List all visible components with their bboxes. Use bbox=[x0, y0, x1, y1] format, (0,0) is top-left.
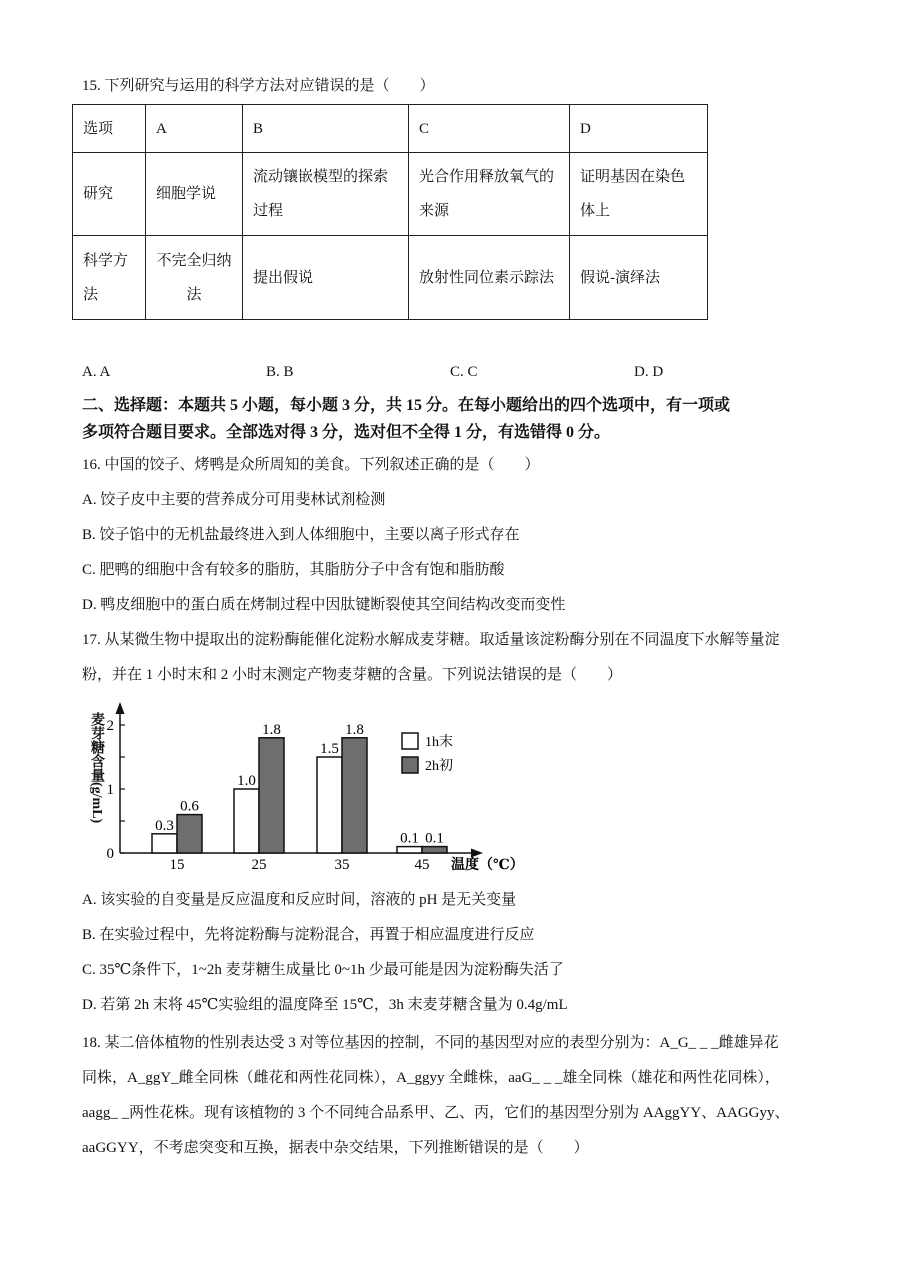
table-header-cell: D bbox=[570, 105, 708, 153]
table-cell: 提出假说 bbox=[243, 236, 409, 320]
q18-stem-line3: aagg_ _两性花株。现有该植物的 3 个不同纯合品系甲、乙、丙，它们的基因型分别为 AAggYY、AAGGyy、 bbox=[82, 1105, 790, 1121]
bar-2h初-45 bbox=[422, 847, 447, 853]
legend-swatch-2h bbox=[402, 757, 418, 773]
q15-option-d[interactable]: D. D bbox=[634, 364, 664, 380]
bar-2h初-35 bbox=[342, 738, 367, 853]
bar-value-label: 0.1 bbox=[425, 830, 444, 847]
q16-option-a[interactable]: A. 饺子皮中主要的营养成分可用斐林试剂检测 bbox=[82, 492, 386, 508]
table-row bbox=[73, 236, 708, 320]
q15-stem: 15. 下列研究与运用的科学方法对应错误的是（ ） bbox=[82, 78, 435, 94]
table-header-cell: 选项 bbox=[73, 105, 146, 153]
table-row-label: 科学方法 bbox=[73, 236, 146, 320]
bar-value-label: 1.5 bbox=[320, 741, 339, 757]
q16-option-d[interactable]: D. 鸭皮细胞中的蛋白质在烤制过程中因肽键断裂使其空间结构改变而变性 bbox=[82, 597, 566, 613]
table-row bbox=[73, 153, 708, 236]
bar-value-label: 0.3 bbox=[155, 817, 174, 834]
bar-value-label: 1.8 bbox=[262, 721, 281, 738]
q17-stem-line2: 粉，并在 1 小时末和 2 小时末测定产物麦芽糖的含量。下列说法错误的是（ ） bbox=[82, 667, 623, 683]
bar-1h末-25 bbox=[234, 789, 259, 853]
table-cell: 放射性同位素示踪法 bbox=[409, 236, 570, 320]
q18-stem-line4: aaGGYY，不考虑突变和互换，据表中杂交结果，下列推断错误的是（ ） bbox=[82, 1140, 589, 1156]
section-header-line2: 多项符合题目要求。全部选对得 3 分，选对但不全得 1 分，有选错得 0 分。 bbox=[82, 424, 611, 441]
q17-option-d[interactable]: D. 若第 2h 末将 45℃实验组的温度降至 15℃，3h 末麦芽糖含量为 0.4g/mL bbox=[82, 997, 568, 1013]
bar-1h末-35 bbox=[317, 757, 342, 853]
q17-bar-chart bbox=[75, 700, 545, 880]
table-cell: 不完全归纳法 bbox=[146, 236, 243, 320]
table-row-label: 研究 bbox=[73, 153, 146, 236]
x-tick-label: 25 bbox=[251, 857, 267, 873]
table-header-row bbox=[73, 105, 708, 153]
q18-stem-line1: 18. 某二倍体植物的性别表达受 3 对等位基因的控制，不同的基因型对应的表型分别为：A_G_ _ _雌雄异花 bbox=[82, 1035, 779, 1051]
y-tick-label: 1 bbox=[106, 782, 114, 798]
table-header-cell: A bbox=[146, 105, 243, 153]
legend-label-1h: 1h末 bbox=[425, 735, 453, 750]
x-tick-label: 45 bbox=[414, 857, 430, 873]
q17-option-c[interactable]: C. 35℃条件下，1~2h 麦芽糖生成量比 0~1h 少最可能是因为淀粉酶失活了 bbox=[82, 962, 564, 978]
bar-value-label: 1.8 bbox=[345, 721, 364, 738]
legend-label-2h: 2h初 bbox=[425, 759, 453, 774]
q15-option-c[interactable]: C. C bbox=[450, 364, 478, 380]
y-tick-label: 0 bbox=[106, 846, 114, 862]
bar-2h初-15 bbox=[177, 815, 202, 853]
section-header-line1: 二、选择题：本题共 5 小题，每小题 3 分，共 15 分。在每小题给出的四个选项中，有一项或 bbox=[82, 397, 731, 414]
q16-option-b[interactable]: B. 饺子馅中的无机盐最终进入到人体细胞中，主要以离子形式存在 bbox=[82, 527, 520, 543]
table-header-cell: C bbox=[409, 105, 570, 153]
chart-legend bbox=[402, 733, 453, 774]
y-tick-label: 2 bbox=[106, 718, 114, 734]
q15-table bbox=[72, 104, 708, 320]
q18-stem-line2: 同株，A_ggY_雌全同株（雌花和两性花同株），A_ggyy 全雌株，aaG_ _ _雄全同株（雄花和两性花同株）， bbox=[82, 1070, 780, 1086]
bar-value-label: 0.1 bbox=[400, 830, 419, 847]
q17-option-a[interactable]: A. 该实验的自变量是反应温度和反应时间，溶液的 pH 是无关变量 bbox=[82, 892, 517, 908]
q16-option-c[interactable]: C. 肥鸭的细胞中含有较多的脂肪，其脂肪分子中含有饱和脂肪酸 bbox=[82, 562, 505, 578]
bar-1h末-15 bbox=[152, 834, 177, 853]
q16-stem: 16. 中国的饺子、烤鸭是众所周知的美食。下列叙述正确的是（ ） bbox=[82, 457, 540, 473]
table-cell: 证明基因在染色体上 bbox=[570, 153, 708, 236]
x-axis-label: 温度（℃） bbox=[451, 858, 524, 873]
q15-option-a[interactable]: A. A bbox=[82, 364, 111, 380]
table-cell: 流动镶嵌模型的探索过程 bbox=[243, 153, 409, 236]
table-cell: 光合作用释放氧气的来源 bbox=[409, 153, 570, 236]
bar-1h末-45 bbox=[397, 847, 422, 853]
bar-value-label: 0.6 bbox=[180, 798, 199, 815]
q17-option-b[interactable]: B. 在实验过程中，先将淀粉酶与淀粉混合，再置于相应温度进行反应 bbox=[82, 927, 535, 943]
x-tick-label: 15 bbox=[169, 857, 185, 873]
x-tick-label: 35 bbox=[334, 857, 350, 873]
bar-2h初-25 bbox=[259, 738, 284, 853]
legend-swatch-1h bbox=[402, 733, 418, 749]
q15-option-b[interactable]: B. B bbox=[266, 364, 294, 380]
table-header-cell: B bbox=[243, 105, 409, 153]
y-axis-label: 麦芽糖含量(g/mL) bbox=[89, 712, 104, 824]
bar-value-label: 1.0 bbox=[237, 773, 256, 789]
q17-stem-line1: 17. 从某微生物中提取出的淀粉酶能催化淀粉水解成麦芽糖。取适量该淀粉酶分别在不同温度下水解等量淀 bbox=[82, 632, 780, 648]
table-cell: 细胞学说 bbox=[146, 153, 243, 236]
table-cell: 假说-演绎法 bbox=[570, 236, 708, 320]
